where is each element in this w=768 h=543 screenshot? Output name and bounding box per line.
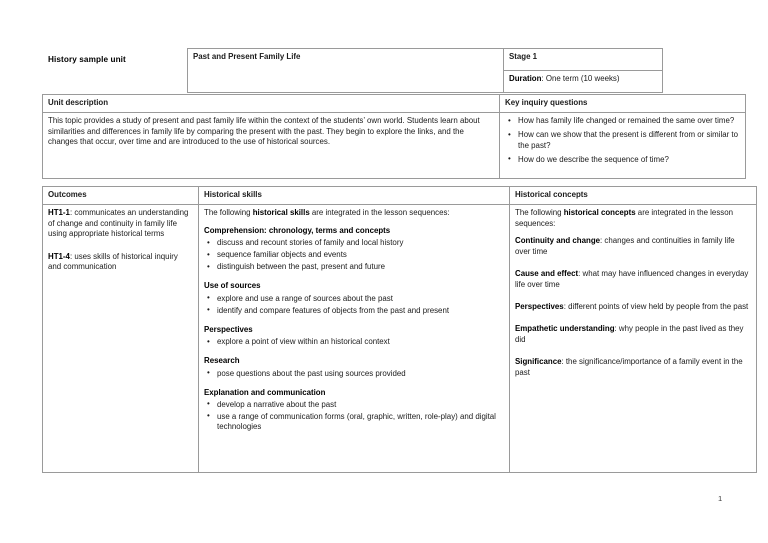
outcome-item (48, 208, 193, 239)
unit-description-body-cell (43, 113, 500, 179)
spacer (204, 381, 504, 388)
skills-group-list (204, 294, 504, 317)
unit-description-text: This topic provides a study of present and past family life within the context of the students’ own world. Students learn about similarities and differences in family life by comparing the present with the past. They begin to explore the links, and the changes that occur, over time and are introduced to the use of historical sources. (48, 116, 480, 147)
key-inquiry-heading: Key inquiry questions (500, 95, 746, 113)
skills-group-title: Perspectives (204, 324, 253, 334)
list-item: • pose questions about the past using sources provided (217, 369, 504, 380)
list-item: • How has family life changed or remained the same over time? (518, 116, 740, 127)
outcomes-cell (43, 205, 199, 473)
skills-group-list (204, 369, 504, 380)
outcome-code: HT1-4 (48, 251, 70, 261)
intro-post: are integrated in the lesson sequences: (515, 208, 733, 228)
list-item: • How do we describe the sequence of time? (518, 155, 740, 166)
spacer (204, 349, 504, 356)
list-item: • identify and compare features of objects from the past and present (217, 306, 504, 317)
table-header-row (43, 187, 757, 205)
intro-bold: historical concepts (563, 208, 636, 218)
header-label: History sample unit (48, 55, 126, 64)
list-item: • develop a narrative about the past (217, 400, 504, 411)
concept-text: : what may have influenced changes in everyday life over time (515, 269, 749, 289)
list-item: • explore a point of view within an historical context (217, 337, 504, 348)
list-item: • sequence familiar objects and events (217, 250, 504, 261)
concept-text: : the significance/importance of a family event in the past (515, 357, 743, 377)
outcomes-heading: Outcomes (43, 187, 199, 205)
historical-concepts-intro (515, 208, 751, 229)
list-item: • distinguish between the past, present and future (217, 262, 504, 273)
concept-term: Perspectives (515, 301, 564, 311)
list-item: • use a range of communication forms (oral, graphic, written, role-play) and digital technologies (217, 412, 504, 433)
unit-title-cell: Past and Present Family Life (188, 49, 504, 93)
intro-pre: The following (515, 208, 564, 218)
concept-term: Continuity and change (515, 236, 601, 246)
concept-item (515, 324, 751, 345)
page-number: 1 (718, 494, 723, 503)
table-row (43, 205, 757, 473)
concept-item (515, 302, 751, 312)
outcome-item (48, 252, 193, 273)
concept-item (515, 269, 751, 290)
unit-title-table (187, 48, 663, 93)
list-item: • How can we show that the present is different from or similar to the past? (518, 130, 740, 151)
outcome-text: : communicates an understanding of change and continuity in family life using appropriate historical terms (48, 208, 189, 239)
table-row (188, 49, 663, 71)
key-inquiry-list (505, 116, 740, 165)
outcome-code: HT1-1 (48, 208, 70, 218)
historical-concepts-cell (510, 205, 757, 473)
spacer (204, 318, 504, 325)
concept-item (515, 357, 751, 378)
duration-cell: Duration: One term (10 weeks) (504, 71, 663, 93)
duration-label: Duration (509, 74, 542, 83)
concept-text: : different points of view held by people from the past (563, 301, 749, 311)
concept-term: Cause and effect (515, 269, 579, 279)
skills-group-title: Comprehension: chronology, terms and concepts (204, 225, 391, 235)
spacer (204, 274, 504, 281)
list-item: • discuss and recount stories of family and local history (217, 238, 504, 249)
spacer (204, 219, 504, 226)
unit-description-heading: Unit description (43, 95, 500, 113)
table-row (43, 113, 746, 179)
outcomes-skills-concepts-table (42, 186, 757, 473)
unit-description-table (42, 94, 746, 179)
intro-pre: The following (204, 208, 253, 218)
concept-text: : why people in the past lived as they did (515, 324, 744, 344)
list-item: • explore and use a range of sources about the past (217, 294, 504, 305)
skills-group-list (204, 400, 504, 433)
skills-group-title: Research (204, 356, 240, 366)
concept-term: Empathetic understanding (515, 324, 615, 334)
outcome-text: : uses skills of historical inquiry and communication (48, 251, 178, 272)
intro-post: are integrated in the lesson sequences: (309, 208, 450, 218)
skills-group-list (204, 238, 504, 273)
concept-text: : changes and continuities in family life over time (515, 236, 735, 256)
duration-value: One term (10 weeks) (545, 74, 620, 83)
spacer (515, 229, 751, 236)
concept-item (515, 236, 751, 257)
key-inquiry-list-cell (500, 113, 746, 179)
historical-concepts-heading: Historical concepts (510, 187, 757, 205)
skills-group-title: Explanation and communication (204, 387, 326, 397)
historical-skills-cell (199, 205, 510, 473)
skills-group-title: Use of sources (204, 281, 261, 291)
historical-skills-intro (204, 208, 504, 218)
stage-cell: Stage 1 (504, 49, 663, 71)
historical-skills-heading: Historical skills (199, 187, 510, 205)
concept-term: Significance (515, 357, 562, 367)
skills-group-list (204, 337, 504, 348)
table-header-row (43, 95, 746, 113)
intro-bold: historical skills (252, 208, 310, 218)
